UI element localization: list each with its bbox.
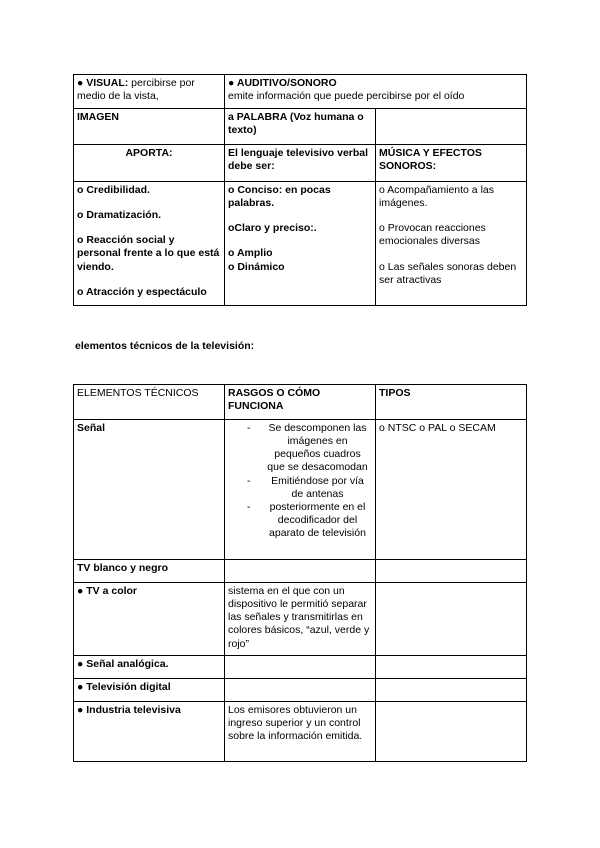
visual-label: ● VISUAL: <box>77 77 129 89</box>
visual-text: percibirse por medio de la vista, <box>77 77 195 103</box>
table-row <box>74 702 527 762</box>
element-name-cell: ● Señal analógica. <box>74 656 225 679</box>
types-cell <box>376 560 527 583</box>
list-item: o Dramatización. <box>77 209 162 222</box>
desc-cell <box>225 656 376 679</box>
types-cell <box>376 702 527 762</box>
table-row <box>74 560 527 583</box>
palabra-cell: a PALABRA (Voz humana o texto) <box>225 109 376 145</box>
column-header: ELEMENTOS TÉCNICOS <box>74 385 225 420</box>
desc-cell <box>225 560 376 583</box>
types-cell <box>376 656 527 679</box>
element-name-cell: ● Industria televisiva <box>74 702 225 762</box>
table-row <box>74 75 527 109</box>
types-cell <box>376 583 527 656</box>
list-item: - Emitiéndose por vía de antenas <box>228 475 372 501</box>
aporta-list-cell <box>74 182 225 306</box>
list-item: o Provocan reacciones emocionales diversas <box>379 222 486 248</box>
technical-elements-table <box>73 384 527 762</box>
table-row <box>74 109 527 145</box>
column-header: TIPOS <box>376 385 527 420</box>
types-cell <box>376 679 527 702</box>
column-header: RASGOS O CÓMO FUNCIONA <box>225 385 376 420</box>
section-heading: elementos técnicos de la televisión: <box>75 340 255 352</box>
element-name-cell: ● TV a color <box>74 583 225 656</box>
element-name-cell: Señal <box>74 420 225 560</box>
lenguaje-list-cell <box>225 182 376 306</box>
musica-list-cell <box>376 182 527 306</box>
features-cell <box>225 420 376 560</box>
table-header-row <box>74 385 527 420</box>
list-item: o Atracción y espectáculo <box>77 285 207 298</box>
senses-table <box>73 74 527 306</box>
visual-cell <box>74 75 225 109</box>
list-item: - posteriormente en el decodificador del aparato de televisión <box>228 501 372 540</box>
list-item: oClaro y preciso:. <box>228 222 317 235</box>
desc-cell: Los emisores obtuvieron un ingreso superior y un control sobre la información emitida. <box>225 702 376 762</box>
auditivo-text: emite información que puede percibirse por el oído <box>228 90 465 103</box>
table-row <box>74 583 527 656</box>
table-row <box>74 656 527 679</box>
list-item: o Dinámico <box>228 260 285 273</box>
list-item: o Conciso: en pocas palabras. <box>228 184 331 210</box>
element-name-cell: ● Televisión digital <box>74 679 225 702</box>
features-list <box>228 422 372 540</box>
aporta-cell: APORTA: <box>74 145 225 182</box>
auditivo-label: ● AUDITIVO/SONORO <box>228 77 337 89</box>
table-row <box>74 182 527 306</box>
table-row <box>74 420 527 560</box>
list-item: o Las señales sonoras deben ser atractivas <box>379 260 517 286</box>
empty-cell <box>376 109 527 145</box>
types-cell: o NTSC o PAL o SECAM <box>376 420 527 560</box>
table-row <box>74 679 527 702</box>
auditivo-cell <box>225 75 527 109</box>
table-row <box>74 145 527 182</box>
list-item: o Reacción social y personal frente a lo que está viendo. <box>77 234 220 273</box>
list-item: o Amplio <box>228 247 273 260</box>
desc-cell <box>225 679 376 702</box>
musica-cell: MÚSICA Y EFECTOS SONOROS: <box>376 145 527 182</box>
imagen-cell: IMAGEN <box>74 109 225 145</box>
list-item: - Se descomponen las imágenes en pequeños cuadros que se desacomodan <box>228 422 372 475</box>
desc-cell: sistema en el que con un dispositivo le permitió separar las señales y transmitirlas en colores básicos, “azul, verde y rojo” <box>225 583 376 656</box>
list-item: o Credibilidad. <box>77 184 150 196</box>
list-item: o Acompañamiento a las imágenes. <box>379 184 494 210</box>
element-name-cell: TV blanco y negro <box>74 560 225 583</box>
lenguaje-cell: El lenguaje televisivo verbal debe ser: <box>225 145 376 182</box>
